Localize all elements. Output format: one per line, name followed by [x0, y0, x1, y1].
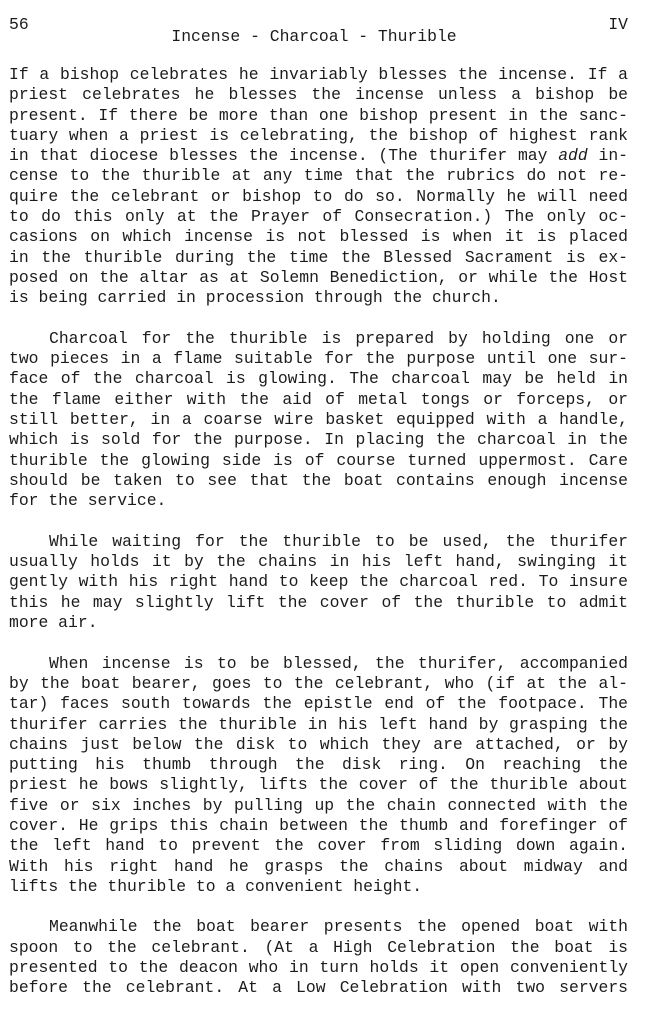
text-line: face of the charcoal is glowing. The charcoal may be held in: [9, 369, 628, 389]
text-line: two pieces in a flame suitable for the purpose until one sur-: [9, 349, 628, 369]
text-line: usually holds it by the chains in his left hand, swinging it: [9, 552, 628, 572]
text-line: When incense is to be blessed, the thurifer, accompanied: [49, 653, 628, 673]
text-line: is being carried in procession through the church.: [9, 288, 501, 308]
text-line: tuary when a priest is celebrating, the bishop of highest rank: [9, 125, 628, 145]
text-line: If a bishop celebrates he invariably blesses the incense. If a: [9, 65, 628, 84]
text-line: still better, in a coarse wire basket equipped with a handle,: [9, 410, 628, 430]
text-line: thurible the glowing side is of course turned uppermost. Care: [9, 450, 628, 470]
text-line: quire the celebrant or bishop to do so. Normally he will need: [9, 186, 628, 206]
text-line: should be taken to see that the boat contains enough incense: [9, 470, 628, 490]
text-line: in the thurible during the time the Blessed Sacrament is ex-: [9, 247, 628, 267]
page-number: 56: [9, 15, 29, 34]
paragraph-gap: [9, 512, 628, 532]
paragraph: [9, 65, 628, 309]
text-line: this he may slightly lift the cover of the thurible to admit: [9, 592, 628, 612]
text-line: the flame either with the aid of metal tongs or forceps, or: [9, 389, 628, 409]
text-line: cover. He grips this chain between the thumb and forefinger of: [9, 815, 628, 835]
text-line: posed on the altar as at Solemn Benediction, or while the Host: [9, 267, 628, 287]
text-line: by the boat bearer, goes to the celebrant, who (if at the al-: [9, 673, 628, 693]
paragraph: [9, 654, 628, 898]
chapter-number: IV: [608, 15, 628, 34]
text-line: spoon to the celebrant. (At a High Celebration the boat is: [9, 937, 628, 957]
paragraph: [9, 532, 628, 633]
text-line: priest he bows slightly, lifts the cover of the thurible about: [9, 775, 628, 795]
text-line: [9, 146, 628, 166]
text-line: gently with his right hand to keep the charcoal red. To insure: [9, 572, 628, 592]
text-line: for the service.: [9, 491, 167, 511]
paragraph-gap: [9, 897, 628, 917]
text-line: which is sold for the purpose. In placing the charcoal in the: [9, 430, 628, 450]
text-line: more air.: [9, 613, 98, 633]
text-line: thurifer carries the thurible in his left hand by grasping the: [9, 714, 628, 734]
text-line: lifts the thurible to a convenient height.: [9, 876, 423, 896]
text-line: With his right hand he grasps the chains about midway and: [9, 856, 628, 876]
text-line: While waiting for the thurible to be used, the thurifer: [49, 531, 628, 551]
text-line: chains just below the disk to which they are attached, or by: [9, 734, 628, 754]
text-line: the left hand to prevent the cover from sliding down again.: [9, 836, 628, 856]
text-segment: in that diocese blesses the incense. (The thurifer may: [9, 146, 559, 166]
paragraph-gap: [9, 309, 628, 329]
paragraph: [9, 917, 628, 998]
text-segment: in-: [587, 146, 628, 166]
document-body: [9, 65, 628, 999]
text-line: five or six inches by pulling up the chain connected with the: [9, 795, 628, 815]
paragraph: [9, 329, 628, 512]
text-line: before the celebrant. At a Low Celebration with two servers: [9, 978, 628, 998]
text-line: Charcoal for the thurible is prepared by holding one or: [49, 328, 628, 348]
paragraph-gap: [9, 633, 628, 653]
text-line: casions on which incense is not blessed is when it is placed: [9, 227, 628, 247]
text-line: cense to the thurible at any time that the rubrics do not re-: [9, 166, 628, 186]
text-line: present. If there be more than one bishop present in the sanc-: [9, 105, 628, 125]
text-line: Meanwhile the boat bearer presents the opened boat with: [49, 917, 628, 937]
text-line: presented to the deacon who in turn holds it open conveniently: [9, 958, 628, 978]
emphasized-text: add: [558, 146, 588, 166]
page-title: Incense - Charcoal - Thurible: [171, 27, 457, 46]
text-line: priest celebrates he blesses the incense unless a bishop be: [9, 85, 628, 105]
text-line: tar) faces south towards the epistle end of the footpace. The: [9, 694, 628, 714]
text-line: to do this only at the Prayer of Consecration.) The only oc-: [9, 207, 628, 227]
text-line: putting his thumb through the disk ring. On reaching the: [9, 755, 628, 775]
